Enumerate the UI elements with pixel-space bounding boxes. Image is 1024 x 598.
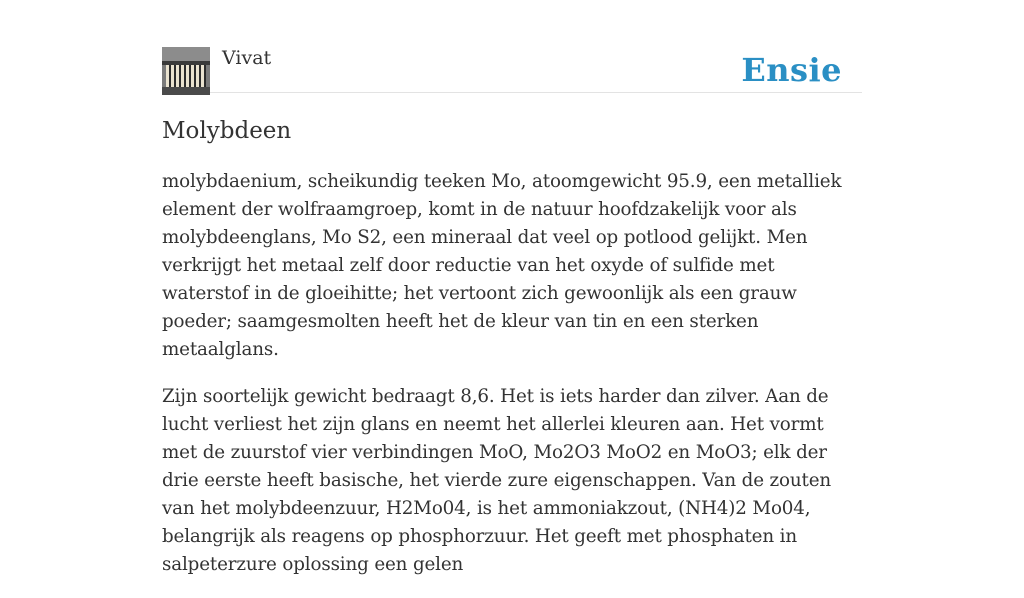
avatar[interactable] [162,47,210,95]
paragraph: Zijn soortelijk gewicht bedraagt 8,6. Het is iets harder dan zilver. Aan de lucht verliest het zijn glans en neemt het allerlei kleuren aan. Het vormt met de zuurstof vier verbindingen MoO, Mo2O3 MoO2 en MoO3; elk der drie eerste heeft basische, het vierde zure eigenschappen. Van de zouten van het molybdeenzuur, H2Mo04, is het ammoniakzout, (NH4)2 Mo04, belangrijk als reagens op phosphorzuur. Het geeft met phosphaten in salpeterzure oplossing een gelen [162,386,832,575]
article-body [162,168,862,598]
brand-logo[interactable]: Ensie [741,51,842,89]
header [162,0,862,93]
page-title: Molybdeen [162,118,292,144]
article-container [162,0,862,575]
avatar-image [162,47,210,95]
author-name[interactable]: Vivat [222,47,272,69]
paragraph: molybdaenium, scheikundig teeken Mo, atoomgewicht 95.9, een metalliek element der wolfraamgroep, komt in de natuur hoofdzakelijk voor als molybdeenglans, Mo S2, een mineraal dat veel op potlood gelijkt. Men verkrijgt het metaal zelf door reductie van het oxyde of sulfide met waterstof in de gloeihitte; het vertoont zich gewoonlijk als een grauw poeder; saamgesmolten heeft het de kleur van tin en een sterken metaalglans. [162,171,842,360]
